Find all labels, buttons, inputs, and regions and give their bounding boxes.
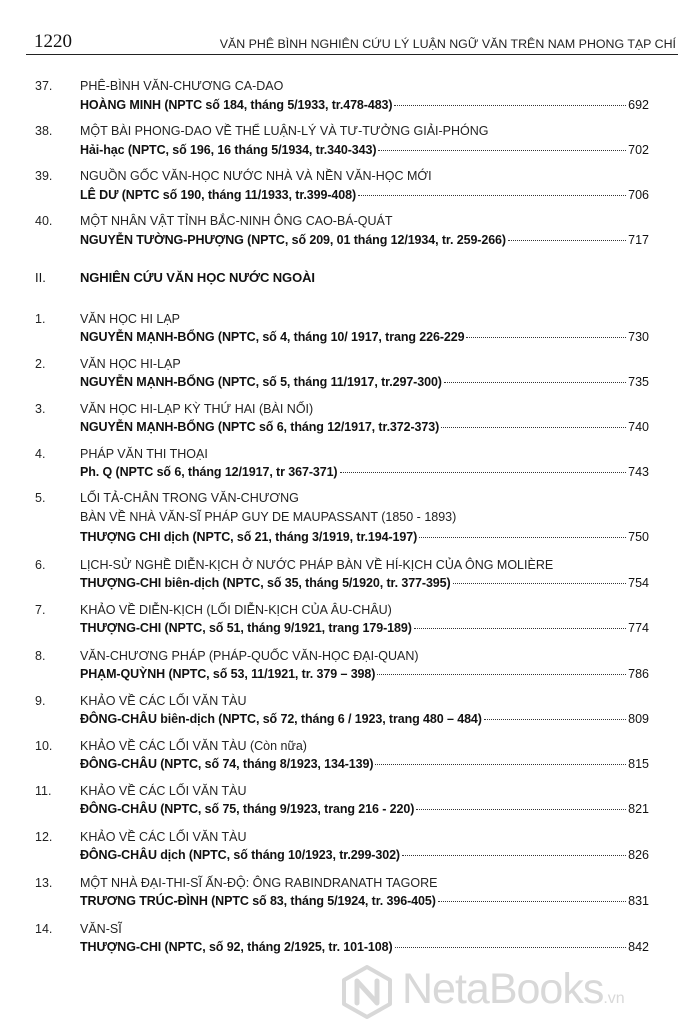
entry-title: VĂN-CHƯƠNG PHÁP (PHÁP-QUỐC VĂN-HỌC ĐẠI-QUAN) bbox=[80, 649, 419, 663]
entry-source: ĐÔNG-CHÂU (NPTC, số 74, tháng 8/1923, 134-139) bbox=[80, 757, 374, 771]
dot-leader bbox=[340, 472, 627, 473]
dot-leader bbox=[441, 427, 626, 428]
entry-title: LỐI TẢ-CHÂN TRONG VĂN-CHƯƠNG bbox=[80, 491, 299, 505]
entry-page: 730 bbox=[628, 330, 649, 344]
entry-number: 12. bbox=[35, 830, 53, 844]
toc-entry bbox=[0, 603, 700, 643]
entry-page: 750 bbox=[628, 530, 649, 544]
entry-source-line bbox=[80, 712, 649, 726]
entry-title: KHẢO VỀ CÁC LỐI VĂN TÀU (Còn nữa) bbox=[80, 739, 307, 753]
netabooks-logo-icon bbox=[340, 965, 394, 1019]
entry-source: THƯỢNG-CHI (NPTC, số 92, tháng 2/1925, tr. 101-108) bbox=[80, 940, 393, 954]
dot-leader bbox=[508, 240, 626, 241]
entry-source: LÊ DƯ (NPTC số 190, tháng 11/1933, tr.399-408) bbox=[80, 188, 357, 202]
section-title: NGHIÊN CỨU VĂN HỌC NƯỚC NGOÀI bbox=[80, 270, 315, 285]
toc-entry bbox=[0, 79, 700, 119]
entry-source: ĐÔNG-CHÂU (NPTC, số 75, tháng 9/1923, trang 216 - 220) bbox=[80, 802, 415, 816]
entry-title: VĂN HỌC HI LẠP bbox=[80, 312, 181, 326]
entry-source: TRƯƠNG TRÚC-ĐÌNH (NPTC số 83, tháng 5/1924, tr. 396-405) bbox=[80, 894, 436, 908]
entry-source: NGUYỄN MẠNH-BỔNG (NPTC, số 4, tháng 10/ 1917, trang 226-229 bbox=[80, 330, 465, 344]
toc-entry bbox=[0, 357, 700, 397]
section-number: II. bbox=[35, 270, 46, 285]
toc-entry bbox=[0, 739, 700, 779]
entry-number: 6. bbox=[35, 558, 46, 572]
entry-source: THƯỢNG-CHI (NPTC, số 51, tháng 9/1921, trang 179-189) bbox=[80, 621, 412, 635]
entry-source-line bbox=[80, 465, 649, 479]
entry-title: VĂN HỌC HI-LẠP bbox=[80, 357, 181, 371]
entry-source-line bbox=[80, 143, 649, 157]
toc-entry bbox=[0, 124, 700, 164]
toc-entry bbox=[0, 214, 700, 254]
entry-source-line bbox=[80, 802, 649, 816]
entry-source-line bbox=[80, 940, 649, 954]
entry-number: 39. bbox=[35, 169, 53, 183]
entry-title: PHÁP VĂN THI THOẠI bbox=[80, 447, 208, 461]
entry-source-line bbox=[80, 330, 649, 344]
dot-leader bbox=[466, 337, 626, 338]
watermark-suffix: .vn bbox=[603, 990, 625, 1007]
watermark bbox=[340, 965, 690, 1020]
toc-entry bbox=[0, 558, 700, 598]
dot-leader bbox=[378, 150, 626, 151]
entry-page: 706 bbox=[628, 188, 649, 202]
entry-source-line bbox=[80, 420, 649, 434]
toc-entry bbox=[0, 169, 700, 209]
entry-title: VĂN-SĨ bbox=[80, 922, 122, 936]
entry-number: 38. bbox=[35, 124, 53, 138]
entry-source: Hải-hạc (NPTC, số 196, 16 tháng 5/1934, tr.340-343) bbox=[80, 143, 377, 157]
dot-leader bbox=[444, 382, 626, 383]
entry-page: 809 bbox=[628, 712, 649, 726]
entry-title: NGUỒN GỐC VĂN-HỌC NƯỚC NHÀ VÀ NỀN VĂN-HỌC MỚI bbox=[80, 169, 432, 183]
entry-title: MỘT NHÂN VẬT TỈNH BẮC-NINH ÔNG CAO-BÁ-QUÁT bbox=[80, 214, 393, 228]
entry-title: KHẢO VỀ CÁC LỐI VĂN TÀU bbox=[80, 784, 247, 798]
entry-source-line bbox=[80, 98, 649, 112]
entry-source-line bbox=[80, 530, 649, 544]
entry-page: 821 bbox=[628, 802, 649, 816]
toc-entry bbox=[0, 491, 700, 551]
dot-leader bbox=[394, 105, 626, 106]
entry-source: ĐÔNG-CHÂU dịch (NPTC, số tháng 10/1923, tr.299-302) bbox=[80, 848, 400, 862]
entry-page: 743 bbox=[628, 465, 649, 479]
entry-source: PHẠM-QUỲNH (NPTC, số 53, 11/1921, tr. 379 – 398) bbox=[80, 667, 376, 681]
entry-number: 9. bbox=[35, 694, 46, 708]
dot-leader bbox=[419, 537, 626, 538]
entry-source-line bbox=[80, 233, 649, 247]
entry-number: 37. bbox=[35, 79, 53, 93]
entry-page: 774 bbox=[628, 621, 649, 635]
entry-number: 14. bbox=[35, 922, 53, 936]
entry-number: 2. bbox=[35, 357, 46, 371]
entry-page: 842 bbox=[628, 940, 649, 954]
dot-leader bbox=[416, 809, 626, 810]
entry-source-line bbox=[80, 894, 649, 908]
toc-entry bbox=[0, 784, 700, 824]
toc-entry bbox=[0, 447, 700, 487]
entry-number: 13. bbox=[35, 876, 53, 890]
dot-leader bbox=[438, 901, 626, 902]
entry-source: THƯỢNG CHI dịch (NPTC, số 21, tháng 3/1919, tr.194-197) bbox=[80, 530, 418, 544]
entry-source: NGUYỄN TƯỜNG-PHƯỢNG (NPTC, số 209, 01 tháng 12/1934, tr. 259-266) bbox=[80, 233, 506, 247]
entry-page: 815 bbox=[628, 757, 649, 771]
dot-leader bbox=[358, 195, 626, 196]
watermark-text: NetaBooks.vn bbox=[402, 965, 625, 1013]
dot-leader bbox=[377, 674, 626, 675]
entry-title: VĂN HỌC HI-LẠP KỲ THỨ HAI (BÀI NỐI) bbox=[80, 402, 314, 416]
entry-source-line bbox=[80, 757, 649, 771]
toc-entry bbox=[0, 312, 700, 352]
entry-page: 740 bbox=[628, 420, 649, 434]
dot-leader bbox=[484, 719, 626, 720]
entry-title: KHẢO VỀ CÁC LỐI VĂN TÀU bbox=[80, 830, 247, 844]
dot-leader bbox=[414, 628, 626, 629]
entry-page: 754 bbox=[628, 576, 649, 590]
entry-source-line bbox=[80, 848, 649, 862]
entry-page: 786 bbox=[628, 667, 649, 681]
entry-number: 40. bbox=[35, 214, 53, 228]
entry-source: ĐÔNG-CHÂU biên-dịch (NPTC, số 72, tháng 6 / 1923, trang 480 – 484) bbox=[80, 712, 482, 726]
entry-number: 3. bbox=[35, 402, 46, 416]
section-heading bbox=[35, 270, 635, 288]
entry-title: KHẢO VỀ CÁC LỐI VĂN TÀU bbox=[80, 694, 247, 708]
entry-title: MỘT NHÀ ĐẠI-THI-SĨ ẤN-ĐỘ: ÔNG RABINDRANATH TAGORE bbox=[80, 876, 438, 890]
entry-title: MỘT BÀI PHONG-DAO VỀ THỂ LUẬN-LÝ VÀ TƯ-TƯỞNG GIẢI-PHÓNG bbox=[80, 124, 489, 138]
page-number: 1220 bbox=[34, 31, 72, 52]
toc-entry bbox=[0, 694, 700, 734]
dot-leader bbox=[402, 855, 626, 856]
entry-title: LỊCH-SỬ NGHỀ DIỄN-KỊCH Ở NƯỚC PHÁP BÀN VỀ HÍ-KỊCH CỦA ÔNG MOLIÈRE bbox=[80, 558, 554, 572]
entry-source-line bbox=[80, 576, 649, 590]
entry-source-line bbox=[80, 621, 649, 635]
entry-source: NGUYỄN MẠNH-BỔNG (NPTC, số 5, tháng 11/1917, tr.297-300) bbox=[80, 375, 442, 389]
entry-number: 5. bbox=[35, 491, 46, 505]
toc-entry bbox=[0, 922, 700, 962]
entry-number: 7. bbox=[35, 603, 46, 617]
entry-source: Ph. Q (NPTC số 6, tháng 12/1917, tr 367-371) bbox=[80, 465, 338, 479]
entry-number: 8. bbox=[35, 649, 46, 663]
entry-source-line bbox=[80, 375, 649, 389]
entry-page: 826 bbox=[628, 848, 649, 862]
entry-page: 735 bbox=[628, 375, 649, 389]
dot-leader bbox=[453, 583, 627, 584]
entry-title: KHẢO VỀ DIỄN-KỊCH (LỐI DIỄN-KỊCH CỦA ÂU-CHÂU) bbox=[80, 603, 392, 617]
entry-page: 702 bbox=[628, 143, 649, 157]
toc-entry bbox=[0, 830, 700, 870]
entry-source: NGUYỄN MẠNH-BỔNG (NPTC số 6, tháng 12/1917, tr.372-373) bbox=[80, 420, 440, 434]
entry-page: 717 bbox=[628, 233, 649, 247]
entry-number: 1. bbox=[35, 312, 46, 326]
entry-page: 692 bbox=[628, 98, 649, 112]
dot-leader bbox=[375, 764, 626, 765]
entry-subtitle: BÀN VỀ NHÀ VĂN-SĨ PHÁP GUY DE MAUPASSANT (1850 - 1893) bbox=[80, 510, 457, 524]
toc-entry bbox=[0, 649, 700, 689]
entry-page: 831 bbox=[628, 894, 649, 908]
entry-number: 11. bbox=[35, 784, 52, 798]
entry-source: HOÀNG MINH (NPTC số 184, tháng 5/1933, tr.478-483) bbox=[80, 98, 393, 112]
entry-source-line bbox=[80, 667, 649, 681]
entry-number: 10. bbox=[35, 739, 53, 753]
dot-leader bbox=[395, 947, 627, 948]
toc-entry bbox=[0, 876, 700, 916]
entry-source: THƯỢNG-CHI biên-dịch (NPTC, số 35, tháng 5/1920, tr. 377-395) bbox=[80, 576, 451, 590]
entry-source-line bbox=[80, 188, 649, 202]
entry-title: PHÊ-BÌNH VĂN-CHƯƠNG CA-DAO bbox=[80, 79, 284, 93]
entry-number: 4. bbox=[35, 447, 46, 461]
running-title: VĂN PHÊ BÌNH NGHIÊN CỨU LÝ LUẬN NGỮ VĂN TRÊN NAM PHONG TẠP CHÍ bbox=[219, 37, 676, 51]
toc-entry bbox=[0, 402, 700, 442]
